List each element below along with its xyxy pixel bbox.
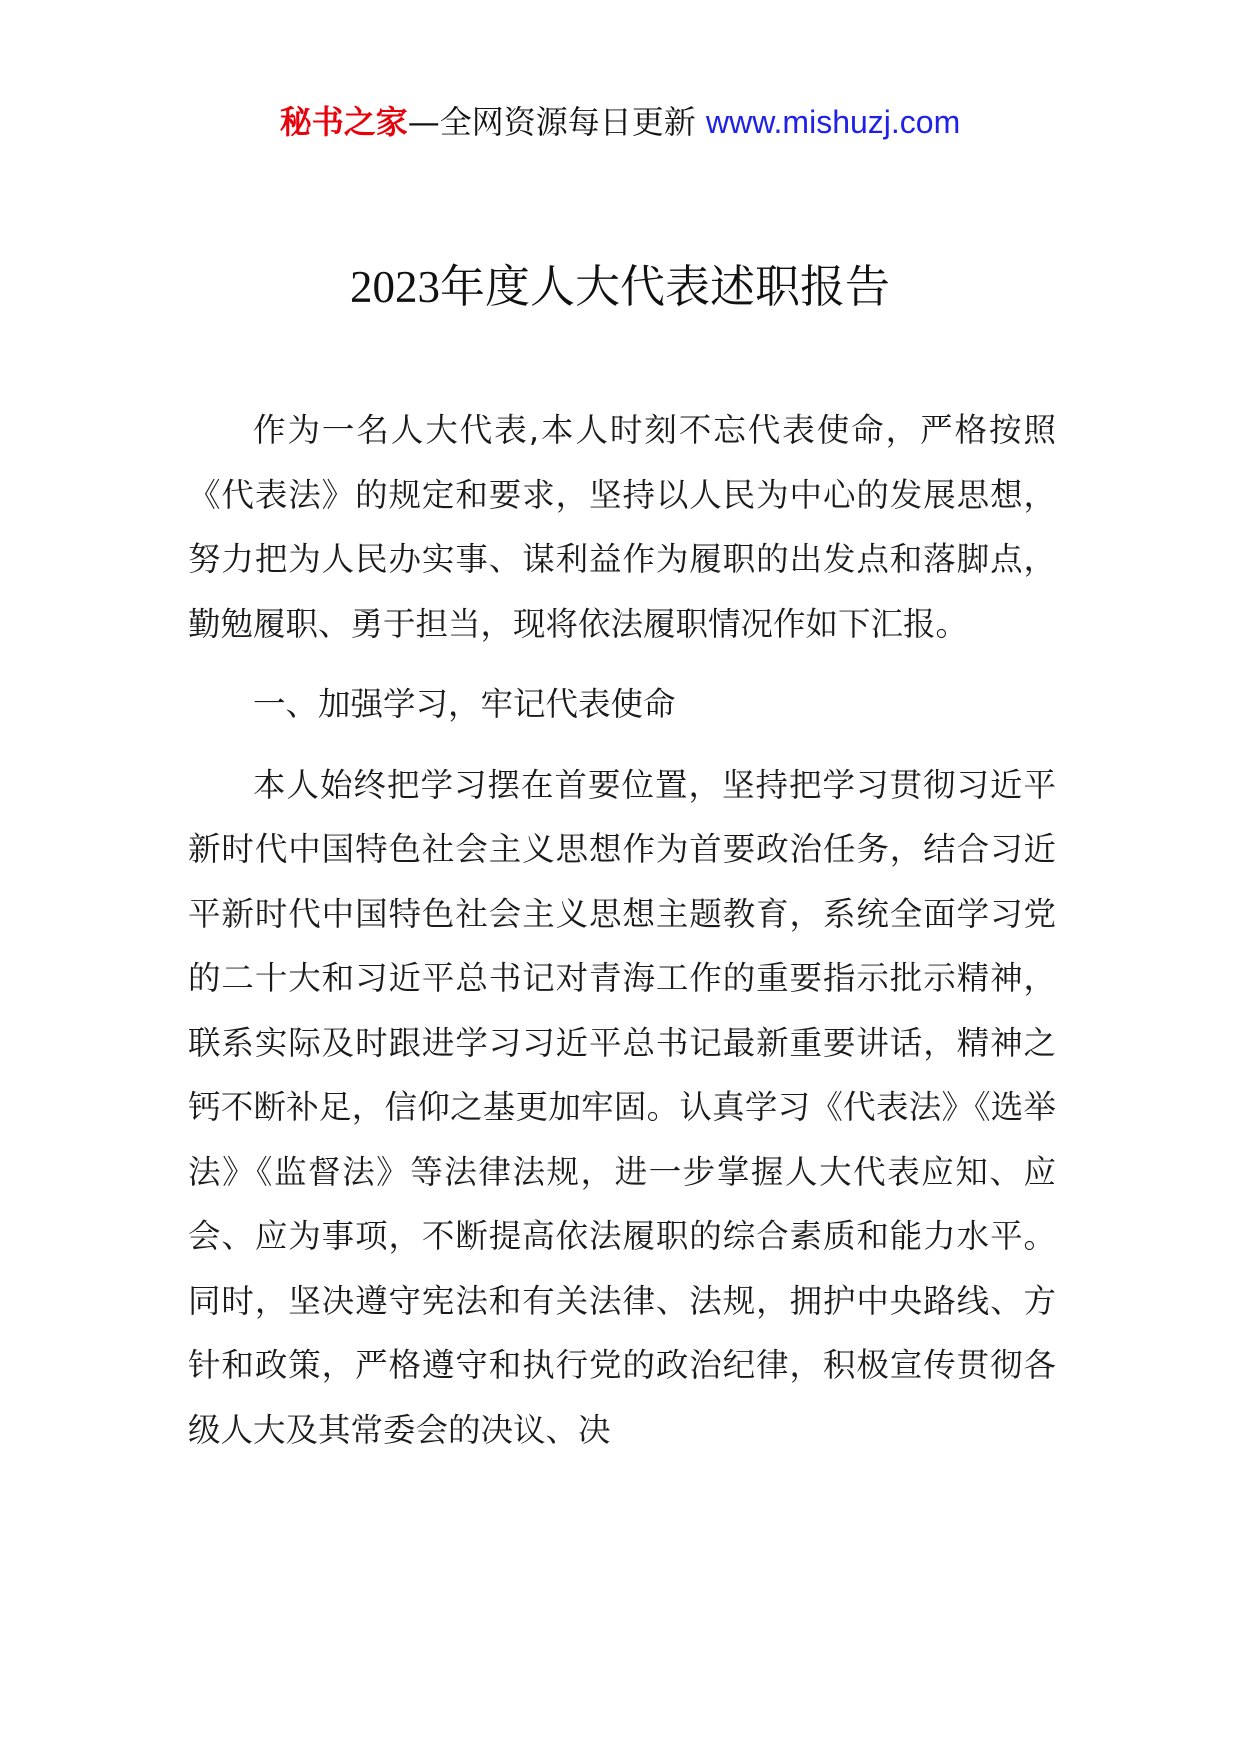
document-title — [0, 257, 1240, 317]
paragraph-intro: 作为一名人大代表,本人时刻不忘代表使命，严格按照《代表法》的规定和要求，坚持以人民为中心的发展思想，努力把为人民办实事、谋利益作为履职的出发点和落脚点，勤勉履职、勇于担当，现将依法履职情况作如下汇报。 — [188, 411, 1056, 643]
section-heading: 一、加强学习，牢记代表使命 — [253, 685, 676, 723]
title-text: 年度人大代表述职报告 — [439, 260, 890, 313]
title-year: 2023 — [349, 262, 440, 312]
header-url-link[interactable]: www.mishuzj.com — [705, 104, 961, 140]
site-header — [0, 100, 1240, 144]
paragraph-study: 本人始终把学习摆在首要位置，坚持把学习贯彻习近平新时代中国特色社会主义思想作为首要政治任务，结合习近平新时代中国特色社会主义思想主题教育，系统全面学习党的二十大和习近平总书记对青海工作的重要指示批示精神，联系实际及时跟进学习习近平总书记最新重要讲话，精神之钙不断补足，信仰之基更加牢固。认真学习《代表法》《选举法》《监督法》等法律法规，进一步掌握人大代表应知、应会、应为事项，不断提高依法履职的综合素质和能力水平。同时，坚决遵守宪法和有关法律、法规，拥护中央路线、方针和政策，严格遵守和执行党的政治纪律，积极宣传贯彻各级人大及其常委会的决议、决 — [188, 765, 1056, 1449]
header-brand: 秘书之家 — [279, 103, 408, 141]
header-slogan: —全网资源每日更新 — [407, 103, 696, 141]
document-body — [188, 398, 1056, 1478]
